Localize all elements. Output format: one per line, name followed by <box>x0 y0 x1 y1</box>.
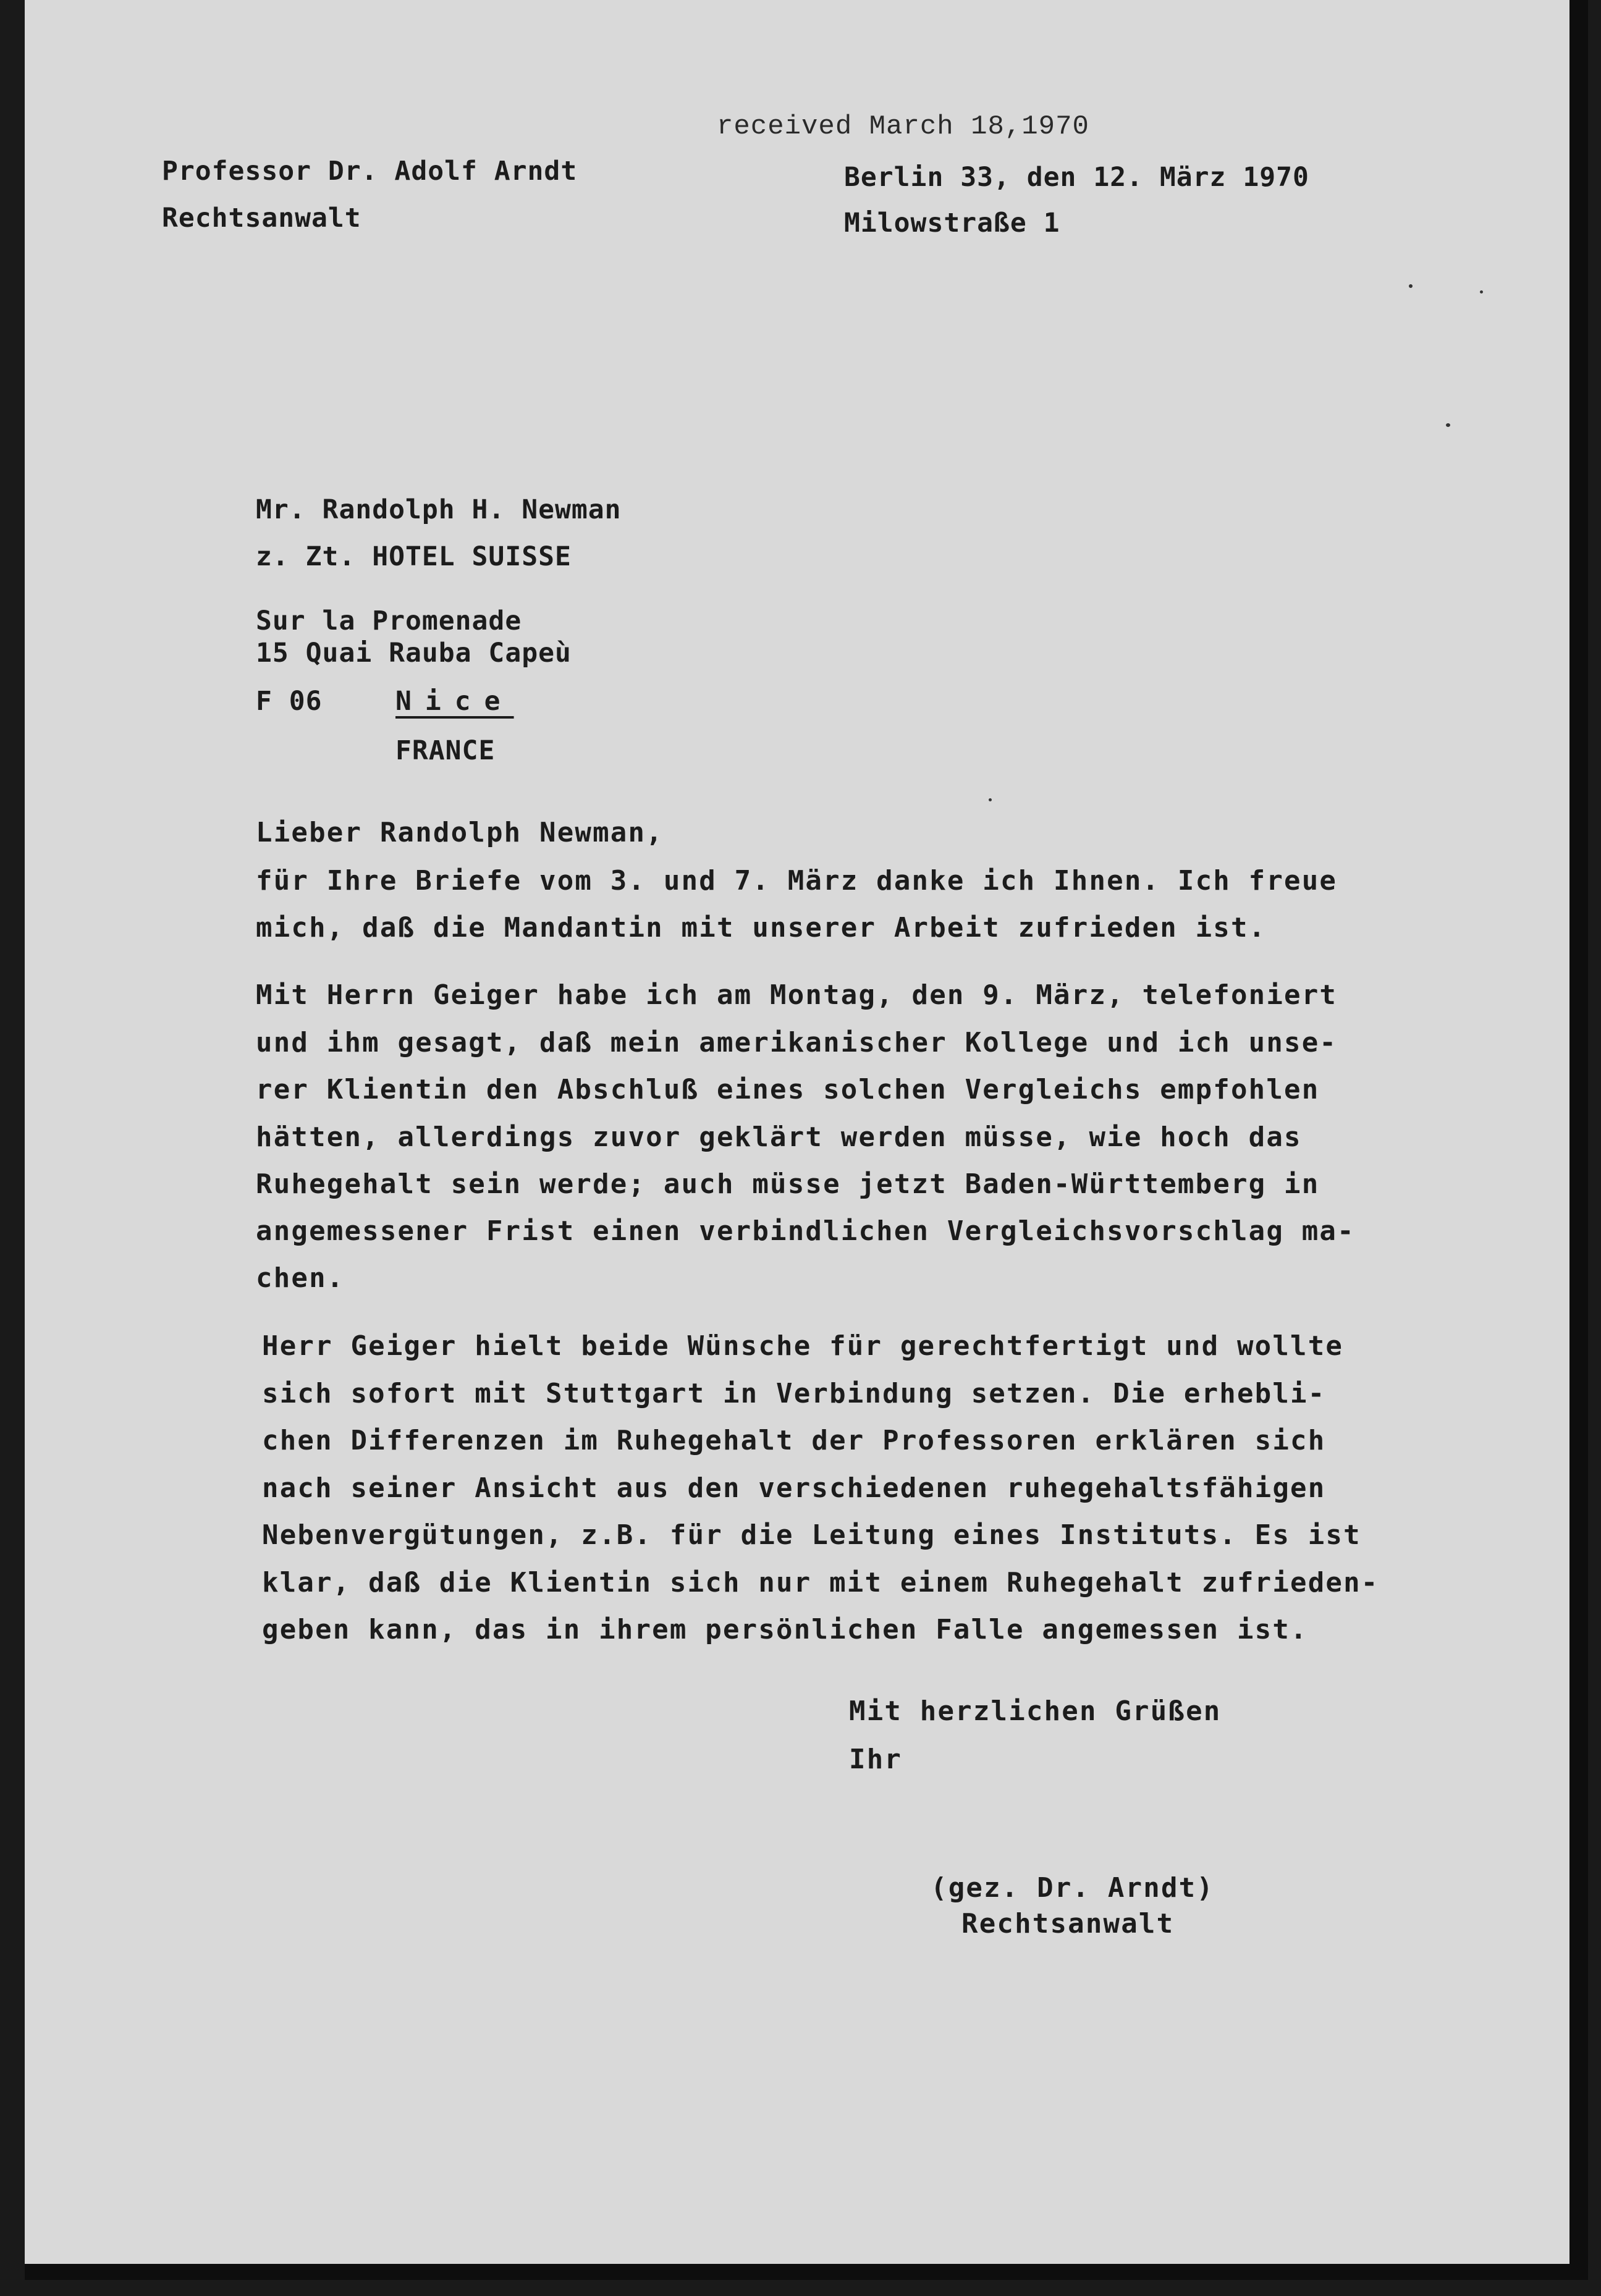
salutation: Lieber Randolph Newman, <box>256 817 664 848</box>
paragraph-3-line-5: Nebenvergütungen, z.B. für die Leitung eines Instituts. Es ist <box>262 1519 1361 1551</box>
closing-greeting: Mit herzlichen Grüßen <box>849 1695 1222 1727</box>
scan-speck <box>1446 423 1450 427</box>
paragraph-2-line-1: Mit Herrn Geiger habe ich am Montag, den 9. März, telefoniert <box>256 979 1338 1011</box>
closing-ihr: Ihr <box>849 1744 903 1775</box>
paragraph-2-line-3: rer Klientin den Abschluß eines solchen Vergleichs empfohlen <box>256 1074 1320 1105</box>
signature: (gez. Dr. Arndt) <box>931 1872 1215 1904</box>
paragraph-3-line-7: geben kann, das in ihrem persönlichen Falle angemessen ist. <box>262 1614 1308 1645</box>
recipient-street1: Sur la Promenade <box>256 606 522 636</box>
recipient-city: Nice <box>395 686 514 717</box>
recipient-street2: 15 Quai Rauba Capeù <box>256 638 572 669</box>
paragraph-2-line-7: chen. <box>256 1262 345 1294</box>
paragraph-3-line-6: klar, daß die Klientin sich nur mit einem Ruhegehalt zufrieden- <box>262 1567 1379 1598</box>
place-date: Berlin 33, den 12. März 1970 <box>844 162 1309 193</box>
sender-name: Professor Dr. Adolf Arndt <box>162 156 578 187</box>
letter-page <box>25 0 1588 2280</box>
sender-title: Rechtsanwalt <box>162 203 361 234</box>
paragraph-1-line-2: mich, daß die Mandantin mit unserer Arbeit zufrieden ist. <box>256 912 1267 943</box>
signature-title: Rechtsanwalt <box>961 1908 1175 1939</box>
paragraph-3-line-4: nach seiner Ansicht aus den verschiedenen ruhegehaltsfähigen <box>262 1472 1326 1504</box>
recipient-name: Mr. Randolph H. Newman <box>256 494 622 525</box>
paragraph-2-line-2: und ihm gesagt, daß mein amerikanischer Kollege und ich unse- <box>256 1027 1338 1058</box>
sender-street: Milowstraße 1 <box>844 208 1060 238</box>
received-note: received March 18,1970 <box>717 111 1089 142</box>
paragraph-3-line-3: chen Differenzen im Ruhegehalt der Professoren erklären sich <box>262 1425 1326 1456</box>
paragraph-3-line-1: Herr Geiger hielt beide Wünsche für gerechtfertigt und wollte <box>262 1330 1344 1362</box>
recipient-care-of: z. Zt. HOTEL SUISSE <box>256 541 572 572</box>
paragraph-1-line-1: für Ihre Briefe vom 3. und 7. März danke ich Ihnen. Ich freue <box>256 865 1338 897</box>
recipient-postal: F 06 <box>256 686 323 717</box>
recipient-country: FRANCE <box>395 735 496 766</box>
scan-speck <box>989 798 992 801</box>
scan-speck <box>1409 284 1413 288</box>
paragraph-2-line-4: hätten, allerdings zuvor geklärt werden müsse, wie hoch das <box>256 1121 1302 1153</box>
paragraph-2-line-6: angemessener Frist einen verbindlichen Vergleichsvorschlag ma- <box>256 1215 1355 1247</box>
paragraph-3-line-2: sich sofort mit Stuttgart in Verbindung setzen. Die erhebli- <box>262 1378 1326 1409</box>
paragraph-2-line-5: Ruhegehalt sein werde; auch müsse jetzt Baden-Württemberg in <box>256 1168 1320 1200</box>
scan-speck <box>1480 290 1483 293</box>
